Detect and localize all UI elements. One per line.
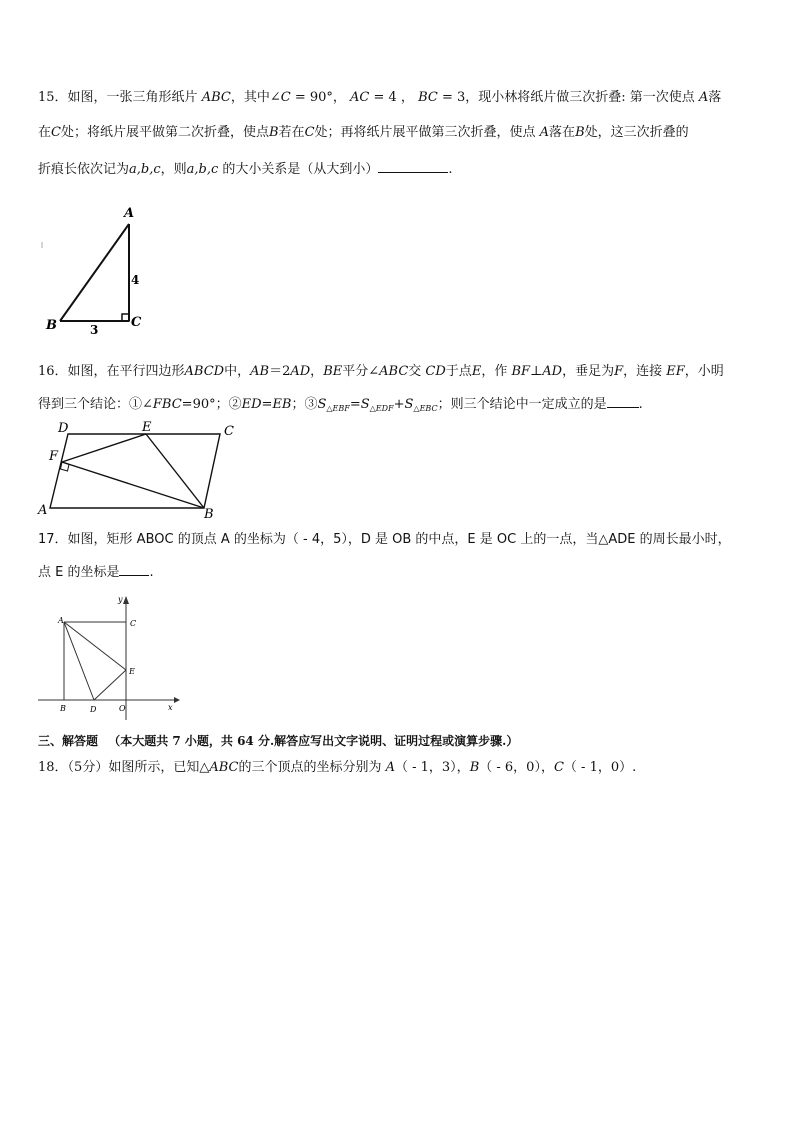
q16-var: FBC [152,397,182,412]
q16-text: 中， [224,364,251,379]
q16-text: 16．如图，在平行四边形 [38,364,185,379]
q16-var: AB [250,364,270,379]
q17-coordinate-figure [34,592,184,722]
q15-line-2 [38,124,756,142]
area-symbol: S [317,397,327,412]
q16-var: E [471,364,482,379]
q15-text: 处；再将纸片展平做第三次折叠，使点 [314,125,540,140]
q16-var: ABC [379,364,409,379]
right-angle-mark [122,314,129,321]
q18-text: （ - 1，3）， [394,760,470,775]
vertex-label-e: E [142,420,152,435]
q15-line-3 [38,160,756,179]
q15-text: 处；将纸片展平做第二次折叠，使点 [60,125,269,140]
q15-var: a,b,c [129,162,161,177]
q16-text: + [393,397,405,412]
area-symbol: S [360,397,370,412]
segment-ef [62,434,146,462]
segment-bf [62,462,204,508]
q16-var: F [614,364,624,379]
answer-blank[interactable] [607,395,639,408]
q16-text: 平分∠ [342,364,380,379]
area-subscript: △EBF [326,404,350,413]
side-label-bc: 3 [90,323,99,334]
q15-text: 若在 [278,125,305,140]
q16-text: ，连接 [623,364,667,379]
q16-var: AD [542,364,563,379]
q18-var: ABC [209,760,239,775]
q18-line [38,759,756,777]
vertex-label-a: A [124,206,135,221]
vertex-label-e: E [129,667,135,676]
y-axis-arrow [123,596,129,604]
side-label-ac: 4 [131,273,140,287]
x-axis-arrow [174,697,180,703]
q16-text: ，垂足为 [562,364,615,379]
segment-de [94,670,126,700]
q16-var: ABCD [184,364,225,379]
q15-var: C [51,125,61,140]
q16-text: 于点 [445,364,472,379]
q16-var: CD [425,364,446,379]
segment-be [146,434,204,508]
q16-var: ED [241,397,262,412]
q17-line-1: 17．如图，矩形 ABOC 的顶点 A 的坐标为（ - 4，5），D 是 OB 的中点，E 是 OC 上的一点，当△ADE 的周长最小时， [38,532,731,547]
q18-text: （ - 6，0）， [479,760,554,775]
q15-text: 15．如图，一张三角形纸片 [38,90,202,105]
q15-text: = 3，现小林将纸片做三次折叠: 第一次使点 [437,90,699,105]
answer-blank[interactable] [119,563,149,576]
q15-text: ，则 [160,162,187,177]
q16-var: EF [666,364,685,379]
q16-var: BF [511,364,531,379]
q15-var: ABC [201,90,231,105]
q15-line-1 [38,89,756,107]
q15-text: . [448,162,453,177]
q15-triangle-figure [38,204,158,334]
vertex-label-c: C [130,619,137,628]
origin-label: O [119,704,126,713]
section-note: （本大题共 7 小题，共 64 分.解答应写出文字说明、证明过程或演算步骤.） [108,734,519,748]
q15-var: BC [418,90,438,105]
q15-text: 的大小关系是（从大到小） [218,162,379,177]
q16-var: BE [323,364,343,379]
q17-text: 点 E 的坐标是 [38,565,120,580]
vertex-label-b: B [204,507,214,522]
area-subscript: △EBC [413,404,438,413]
section-title: 三、解答题 [38,734,99,748]
q16-text: 得到三个结论：①∠ [38,397,153,412]
q18-var: C [553,760,564,775]
q15-text: 在 [38,125,52,140]
vertex-label-d: D [90,705,97,714]
q16-text: ⊥ [530,364,543,379]
q18-text: （ - 1，0）. [563,760,637,775]
q16-var: AD [290,364,311,379]
q16-text: = [349,397,361,412]
q18-var: A [385,760,395,775]
area-subscript: △EDF [369,404,394,413]
q16-text: ；③ [291,397,318,412]
q15-text: ，其中∠ [230,90,281,105]
q15-var: C [304,125,315,140]
q18-var: B [469,760,480,775]
q15-var: B [268,125,279,140]
q16-line-2 [38,395,756,418]
vertex-label-f: F [49,449,59,464]
q16-text: = [261,397,273,412]
q16-text: ，小明 [684,364,724,379]
vertex-label-a: A [58,616,64,625]
q15-var: C [280,90,291,105]
q16-parallelogram-figure [32,418,252,522]
y-axis-label: y [118,595,123,604]
vertex-label-c: C [224,424,234,439]
q15-var: AC [350,90,370,105]
q15-var: A [539,125,550,140]
section-3-heading [38,732,756,750]
q16-text: 交 [408,364,426,379]
q16-line-1 [38,363,756,381]
vertex-label-c: C [131,315,142,330]
q15-var: B [575,125,585,140]
q17-line-2 [38,563,756,582]
q16-text: =90°；② [181,397,242,412]
q15-text: 处，这三次折叠的 [584,125,689,140]
answer-blank[interactable] [378,160,448,173]
q16-text: ， [310,364,324,379]
q15-text: = 4 ， [369,90,419,105]
area-symbol: S [404,397,414,412]
q15-var: A [698,90,709,105]
vertex-label-b: B [60,704,66,713]
vertex-label-d: D [58,421,69,436]
q16-text: ；则三个结论中一定成立的是 [437,397,607,412]
vertex-label-a: A [38,503,48,518]
q16-text: ，作 [481,364,512,379]
q15-text: 落 [708,90,722,105]
q18-text: 18．（5分）如图所示，已知△ [38,760,210,775]
q18-text: 的三个顶点的坐标分别为 [238,760,386,775]
q17-text: . [149,565,154,580]
vertex-label-b: B [46,318,57,333]
q15-text: 折痕长依次记为 [38,162,130,177]
q16-text: . [638,397,643,412]
q15-text: = 90°， [290,90,351,105]
x-axis-label: x [168,703,173,712]
side-ab [60,224,129,321]
q15-var: a,b,c [186,162,219,177]
q16-text: ＝2 [269,364,291,379]
q16-var: EB [272,397,292,412]
q15-text: 落在 [549,125,576,140]
